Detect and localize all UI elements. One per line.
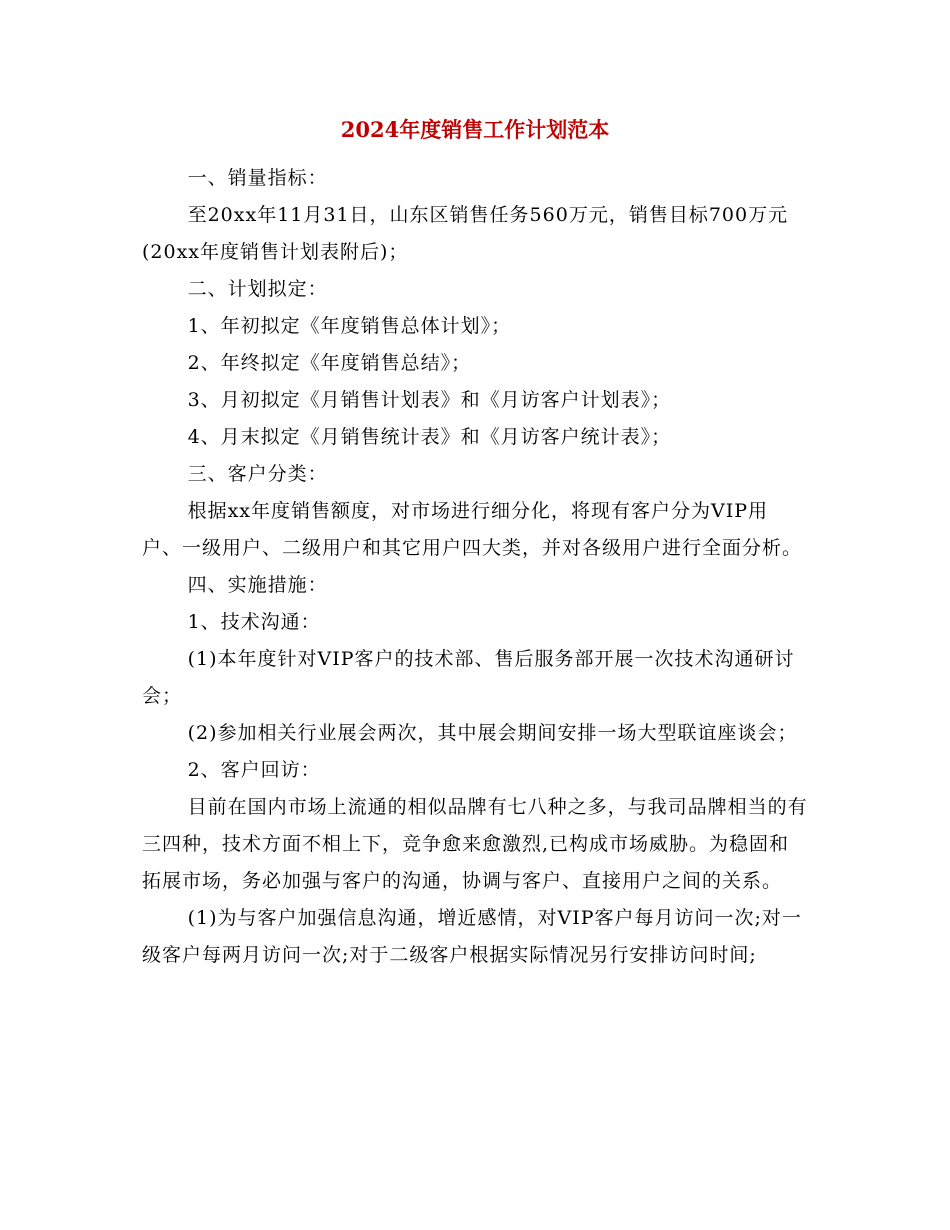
paragraph: 目前在国内市场上流通的相似品牌有七八种之多，与我司品牌相当的有三四种，技术方面不相上下，竞争愈来愈激烈,已构成市场威胁。为稳固和拓展市场，务必加强与客户的沟通，协调与客户、直接用户之间的关系。 <box>142 796 808 892</box>
paragraph: 1、技术沟通： <box>187 611 321 633</box>
document-title: 2024年度销售工作计划范本 <box>340 117 610 142</box>
paragraph: 3、月初拟定《月销售计划表》和《月访客户计划表》； <box>187 389 672 411</box>
paragraph: 1、年初拟定《年度销售总体计划》； <box>187 315 512 337</box>
paragraph: 2、客户回访： <box>187 759 321 781</box>
paragraph: (2)参加相关行业展会两次，其中展会期间安排一场大型联谊座谈会； <box>187 722 798 744</box>
document-body <box>142 160 808 974</box>
paragraph: 一、销量指标： <box>187 167 328 189</box>
paragraph: 二、计划拟定： <box>187 278 328 300</box>
paragraph: (1)为与客户加强信息沟通，增近感情，对VIP客户每月访问一次;对一级客户每两月访问一次;对于二级客户根据实际情况另行安排访问时间; <box>142 907 802 966</box>
paragraph: 4、月末拟定《月销售统计表》和《月访客户统计表》； <box>187 426 672 448</box>
paragraph: 2、年终拟定《年度销售总结》； <box>187 352 472 374</box>
paragraph: 至20xx年11月31日，山东区销售任务560万元，销售目标700万元(20xx年度销售计划表附后)； <box>142 204 789 263</box>
paragraph: 根据xx年度销售额度，对市场进行细分化，将现有客户分为VIP用户、一级用户、二级用户和其它用户四大类，并对各级用户进行全面分析。 <box>142 500 803 559</box>
paragraph: 四、实施措施： <box>187 574 328 596</box>
paragraph: (1)本年度针对VIP客户的技术部、售后服务部开展一次技术沟通研讨会； <box>142 648 795 707</box>
paragraph: 三、客户分类： <box>187 463 328 485</box>
